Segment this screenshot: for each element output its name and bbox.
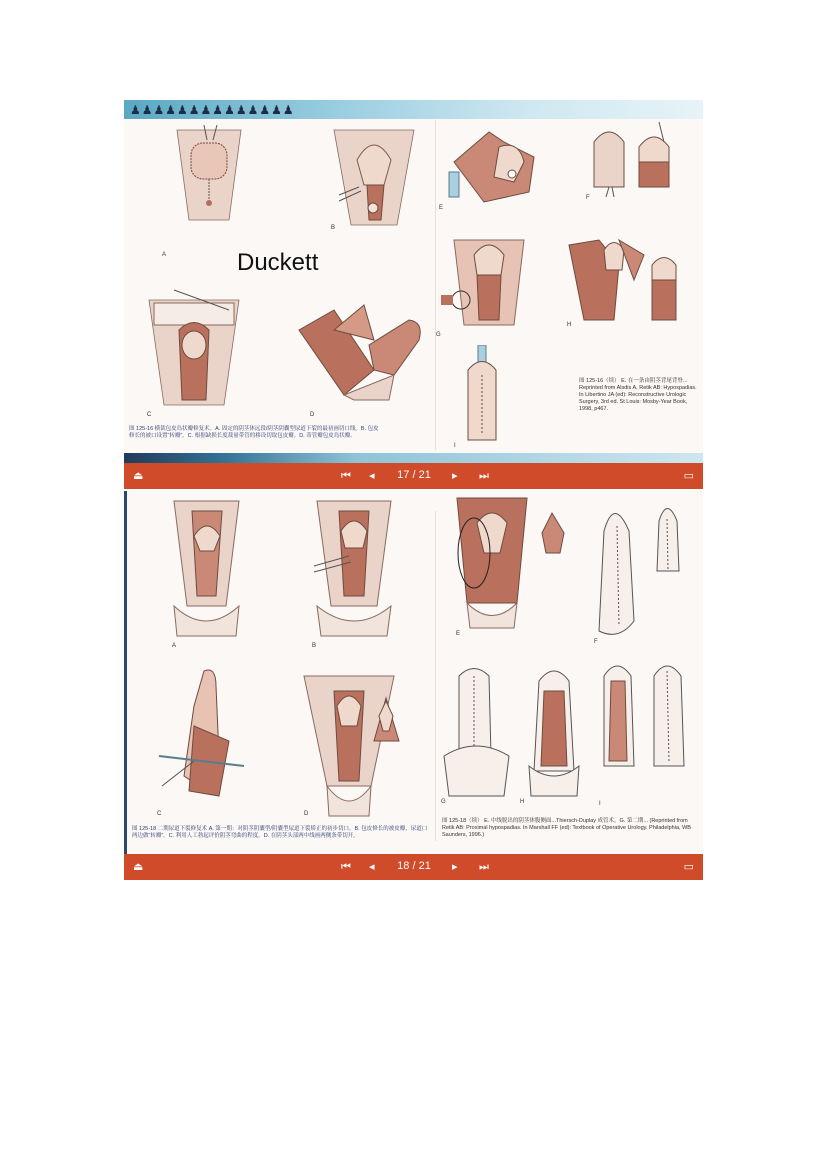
surgical-illustration-d	[294, 300, 429, 405]
page-gutter	[435, 511, 436, 841]
page-indicator: 18 / 21	[397, 860, 431, 872]
surgical-illustration-d	[299, 671, 399, 821]
surgical-illustration-b	[329, 125, 419, 240]
surgical-illustration-h	[564, 235, 699, 335]
surgical-illustration-d-inset	[369, 696, 404, 746]
figure-label: F	[594, 639, 598, 645]
figure-label: C	[157, 811, 162, 817]
figure-label: F	[586, 195, 590, 201]
figure-label: G	[441, 799, 446, 805]
eject-icon[interactable]: ⏏	[133, 470, 144, 482]
figure-caption: 图 125-18 二期尿道下裂修复术 A. 第一期：对阴茎阴囊型/阴囊型尿道下裂矫正的初步切口。B. 包皮修长的被皮瓣，尿道口两边做“转瓣”。C. 利用人工勃起评价阴茎弯曲的程度。D. 在阴茎头部两中线画两侧条带切开。	[132, 826, 428, 839]
surgical-illustration-f	[589, 491, 699, 641]
surgical-illustration-i	[456, 345, 511, 445]
previous-page-icon[interactable]: ◂	[369, 861, 375, 873]
figure-caption: 图 125-16 横裁包皮岛状瓣修复术。A. 固定的阴茎体远段/阴茎阴囊型尿道下裂的最初画切口线。B. 包皮修长的被口设置“转瓣”。C. 根据缺损长度裁量带管的移设切取包皮瓣。D. 蒂管瓣包皮岛状瓣。	[129, 426, 379, 439]
figure-label: E	[439, 205, 444, 211]
last-page-icon[interactable]: ⏭	[479, 861, 489, 873]
surgical-illustration-f	[584, 122, 694, 197]
page-indicator: 17 / 21	[397, 469, 431, 481]
surgical-illustration-b	[309, 496, 399, 641]
surgical-illustration-a	[164, 496, 249, 641]
figure-label: E	[456, 631, 461, 637]
surgical-illustration-g	[439, 235, 534, 335]
figure-caption: 图 125-18（续） E. 中线脱出的阴茎体腹侧面...Thiersch-Duplay 成管术。G. 第二期... (Reprinted from Retik AB: Proximal hypospadias. In Marshall FF (ed): Textbook of Operative Urology. Philadelphia, WB Saunders, 1996.)	[442, 818, 691, 838]
surgical-illustration-e	[444, 122, 544, 217]
next-page-icon[interactable]: ▸	[452, 470, 458, 482]
surgical-illustration-e	[442, 493, 572, 633]
slide-17	[124, 100, 703, 463]
overlay-title: Duckett	[237, 249, 319, 276]
figure-label: I	[454, 443, 456, 449]
figure-label: A	[162, 252, 167, 258]
surgical-illustration-a	[169, 125, 249, 235]
eject-icon[interactable]: ⏏	[133, 861, 144, 873]
figure-label: G	[436, 332, 441, 338]
page-gutter	[435, 120, 436, 450]
figure-label: C	[147, 412, 152, 418]
first-page-icon[interactable]: ⏮	[341, 861, 351, 873]
figure-label: D	[304, 811, 309, 817]
page-navigation-bar	[124, 463, 703, 489]
presentation-icon[interactable]: ▭	[683, 861, 694, 873]
slide-18	[124, 491, 703, 854]
surgical-illustration-g	[439, 656, 514, 806]
surgical-illustration-c	[144, 285, 244, 410]
figure-label: H	[520, 799, 525, 805]
slide-edge	[124, 491, 127, 854]
figure-label: B	[312, 643, 317, 649]
next-page-icon[interactable]: ▸	[452, 861, 458, 873]
figure-label: D	[310, 412, 315, 418]
surgical-illustration-i	[599, 656, 699, 806]
figure-label: A	[172, 643, 177, 649]
figure-label: I	[599, 801, 601, 807]
figure-caption: 图 125-16（续） E. 在一条由阴茎背尾背脊... Reprinted from Alsdis A, Retik AB: Hypospadias. In Libertino JA (ed): Reconstructive Urologic Surgery, 3rd ed. St Louis: Mosby-Year Book, 1998, p467.	[579, 378, 697, 412]
decorative-silhouettes: ♟♟♟♟♟♟♟♟♟♟♟♟♟♟	[130, 103, 295, 117]
last-page-icon[interactable]: ⏭	[479, 470, 489, 482]
slide-header-band	[124, 100, 703, 119]
first-page-icon[interactable]: ⏮	[341, 470, 351, 482]
slide-footer-band	[124, 453, 703, 463]
surgical-illustration-c	[154, 666, 254, 811]
figure-label: H	[567, 322, 572, 328]
surgical-illustration-h	[519, 661, 594, 801]
page-navigation-bar	[124, 854, 703, 880]
presentation-icon[interactable]: ▭	[683, 470, 694, 482]
previous-page-icon[interactable]: ◂	[369, 470, 375, 482]
figure-label: B	[331, 225, 336, 231]
